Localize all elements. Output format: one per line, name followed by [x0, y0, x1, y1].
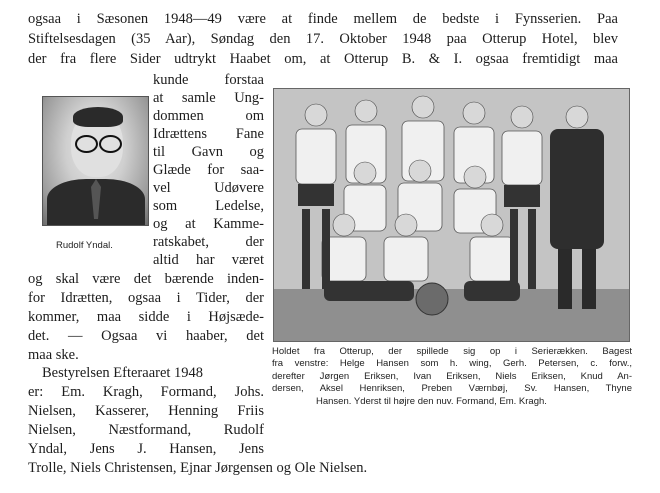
text-line: som Ledelse, — [153, 198, 264, 214]
text-line: Stiftelsesdagen (35 Aar), Søndag den 17. Oktober 1948 paa Otterup Hotel, blev — [28, 31, 618, 47]
text-line: kommer, maa sidde i Højsæde- — [28, 309, 264, 325]
text-line: altid har været — [153, 252, 264, 268]
caption-line: Hansen. Yderst til højre den nuv. Formand, Em. Kragh. — [316, 395, 547, 407]
text-line: kunde forstaa — [153, 72, 264, 88]
text-line: til Gavn og — [153, 144, 264, 160]
text-line: ratskabet, der — [153, 234, 264, 250]
text-line: Yndal, Jens J. Hansen, Jens — [28, 441, 264, 457]
text-line: ogsaa i Sæsonen 1948—49 være at finde mellem de bedste i Fynsserien. Paa — [28, 11, 618, 27]
caption-line: Holdet fra Otterup, der spillede sig op i Serierækken. Bagest — [272, 346, 632, 357]
text-line: Trolle, Niels Christensen, Ejnar Jørgensen og Ole Nielsen. — [28, 460, 368, 476]
text-line: er: Em. Kragh, Formand, Johs. — [28, 384, 264, 400]
text-line: Nielsen, Kasserer, Henning Friis — [28, 403, 264, 419]
portrait-caption: Rudolf Yndal. — [56, 240, 113, 251]
text-line: og skal være det bærende inden- — [28, 271, 264, 287]
text-line: det. — Ogsaa vi haaber, det — [28, 328, 264, 344]
text-line: at samle Ung- — [153, 90, 264, 106]
text-line: Idrættens Fane — [153, 126, 264, 142]
text-line: og at Kamme- — [153, 216, 264, 232]
portrait-photo — [42, 96, 149, 226]
text-line: dommen om — [153, 108, 264, 124]
text-line: for Idrætten, ogsaa i Tider, der — [28, 290, 264, 306]
team-caption — [272, 346, 632, 408]
caption-line: dersen, Aksel Henriksen, Preben Værnbøj, Sv. Hansen, Thyne — [272, 383, 632, 395]
team-photo — [273, 88, 630, 342]
text-line: der fra flere Sider udtrykt Haabet om, at Otterup B. & I. ogsaa fremtidigt maa — [28, 51, 618, 67]
text-line: vel Udøvere — [153, 180, 264, 196]
text-line: Glæde for saa- — [153, 162, 264, 178]
caption-line: derefter Jørgen Eriksen, Ivan Eriksen, Niels Eriksen, Knud An- — [272, 370, 632, 382]
caption-line: fra venstre: Helge Hansen som h. wing, Gerh. Petersen, c. forw., — [272, 358, 632, 370]
text-line: Nielsen, Næstformand, Rudolf — [28, 422, 264, 438]
text-line: Bestyrelsen Efteraaret 1948 — [42, 365, 204, 381]
text-line: maa ske. — [28, 347, 79, 363]
